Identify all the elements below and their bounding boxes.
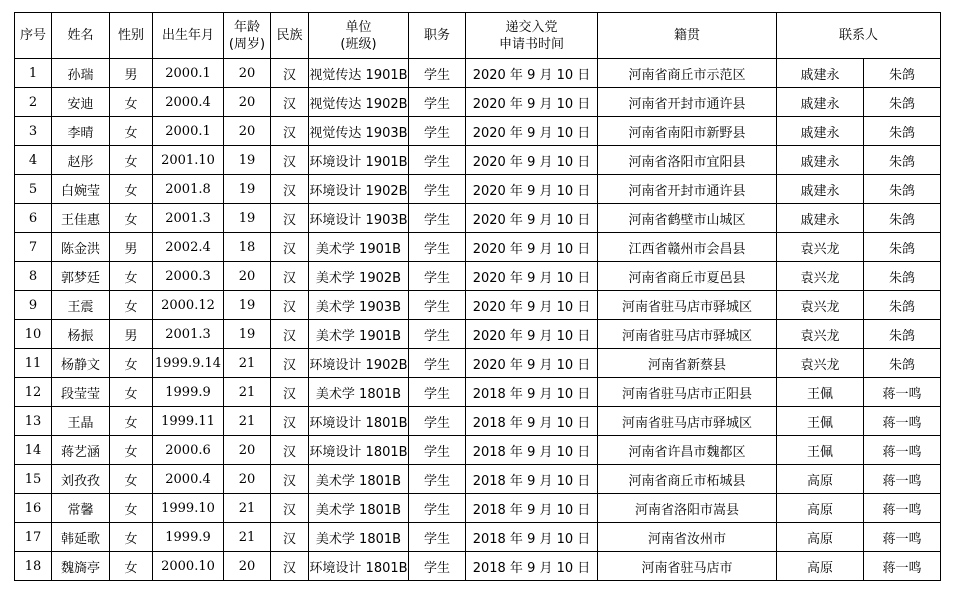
cell-contact-primary: 王佩 xyxy=(777,436,864,465)
cell-ethnicity: 汉 xyxy=(271,291,309,320)
cell-contact-primary: 戚建永 xyxy=(777,146,864,175)
table-row xyxy=(15,204,941,233)
table-row xyxy=(15,291,941,320)
cell-seq: 2 xyxy=(15,88,52,117)
cell-seq: 3 xyxy=(15,117,52,146)
cell-seq: 12 xyxy=(15,378,52,407)
cell-name: 韩延歌 xyxy=(52,523,110,552)
cell-origin: 河南省驻马店市 xyxy=(598,552,777,581)
table-row xyxy=(15,378,941,407)
cell-apply-date: 2020 年 9 月 10 日 xyxy=(466,175,598,204)
cell-origin: 江西省赣州市会昌县 xyxy=(598,233,777,262)
cell-unit: 环境设计 1801B xyxy=(309,552,409,581)
cell-position: 学生 xyxy=(409,552,466,581)
header-apply-date xyxy=(466,13,598,59)
table-row xyxy=(15,349,941,378)
cell-birth: 1999.9.14 xyxy=(153,349,224,378)
cell-position: 学生 xyxy=(409,523,466,552)
cell-seq: 15 xyxy=(15,465,52,494)
cell-ethnicity: 汉 xyxy=(271,117,309,146)
cell-origin: 河南省洛阳市嵩县 xyxy=(598,494,777,523)
table-row xyxy=(15,523,941,552)
cell-birth: 2000.10 xyxy=(153,552,224,581)
header-name: 姓名 xyxy=(52,13,110,59)
header-ethnicity: 民族 xyxy=(271,13,309,59)
cell-seq: 8 xyxy=(15,262,52,291)
cell-apply-date: 2020 年 9 月 10 日 xyxy=(466,204,598,233)
cell-name: 李晴 xyxy=(52,117,110,146)
cell-origin: 河南省驻马店市正阳县 xyxy=(598,378,777,407)
cell-age: 20 xyxy=(224,262,271,291)
header-age-line1: 年龄 xyxy=(233,19,260,35)
cell-contact-secondary: 蒋一鸣 xyxy=(864,494,941,523)
cell-apply-date: 2018 年 9 月 10 日 xyxy=(466,465,598,494)
cell-age: 21 xyxy=(224,494,271,523)
cell-name: 赵彤 xyxy=(52,146,110,175)
table-row xyxy=(15,494,941,523)
cell-birth: 1999.9 xyxy=(153,378,224,407)
cell-name: 杨静文 xyxy=(52,349,110,378)
cell-contact-primary: 戚建永 xyxy=(777,117,864,146)
cell-seq: 1 xyxy=(15,59,52,88)
cell-origin: 河南省鹤壁市山城区 xyxy=(598,204,777,233)
cell-gender: 女 xyxy=(110,436,153,465)
cell-position: 学生 xyxy=(409,320,466,349)
cell-contact-primary: 戚建永 xyxy=(777,204,864,233)
cell-birth: 2001.3 xyxy=(153,204,224,233)
cell-ethnicity: 汉 xyxy=(271,523,309,552)
table-row xyxy=(15,262,941,291)
cell-contact-primary: 王佩 xyxy=(777,407,864,436)
cell-unit: 美术学 1801B xyxy=(309,523,409,552)
cell-contact-primary: 袁兴龙 xyxy=(777,320,864,349)
cell-gender: 女 xyxy=(110,262,153,291)
cell-gender: 男 xyxy=(110,59,153,88)
cell-seq: 17 xyxy=(15,523,52,552)
cell-gender: 女 xyxy=(110,117,153,146)
cell-apply-date: 2018 年 9 月 10 日 xyxy=(466,436,598,465)
cell-contact-secondary: 朱鸽 xyxy=(864,233,941,262)
cell-unit: 美术学 1801B xyxy=(309,494,409,523)
cell-contact-primary: 高原 xyxy=(777,523,864,552)
header-unit-line2: (班级) xyxy=(340,36,377,52)
cell-seq: 11 xyxy=(15,349,52,378)
cell-position: 学生 xyxy=(409,88,466,117)
cell-age: 21 xyxy=(224,349,271,378)
cell-seq: 18 xyxy=(15,552,52,581)
cell-apply-date: 2018 年 9 月 10 日 xyxy=(466,407,598,436)
cell-birth: 2000.4 xyxy=(153,465,224,494)
cell-origin: 河南省驻马店市驿城区 xyxy=(598,407,777,436)
cell-unit: 环境设计 1903B xyxy=(309,204,409,233)
cell-name: 郭梦廷 xyxy=(52,262,110,291)
header-origin: 籍贯 xyxy=(598,13,777,59)
cell-position: 学生 xyxy=(409,349,466,378)
cell-unit: 美术学 1901B xyxy=(309,320,409,349)
cell-origin: 河南省汝州市 xyxy=(598,523,777,552)
cell-seq: 14 xyxy=(15,436,52,465)
cell-origin: 河南省商丘市夏邑县 xyxy=(598,262,777,291)
cell-contact-secondary: 朱鸽 xyxy=(864,204,941,233)
table-row xyxy=(15,407,941,436)
cell-apply-date: 2020 年 9 月 10 日 xyxy=(466,320,598,349)
cell-origin: 河南省新蔡县 xyxy=(598,349,777,378)
cell-position: 学生 xyxy=(409,233,466,262)
cell-birth: 1999.11 xyxy=(153,407,224,436)
cell-gender: 女 xyxy=(110,465,153,494)
cell-gender: 女 xyxy=(110,146,153,175)
cell-origin: 河南省商丘市示范区 xyxy=(598,59,777,88)
cell-birth: 2001.8 xyxy=(153,175,224,204)
cell-contact-primary: 戚建永 xyxy=(777,175,864,204)
header-position: 职务 xyxy=(409,13,466,59)
cell-age: 19 xyxy=(224,320,271,349)
header-apply-line1: 递交入党 xyxy=(505,19,558,35)
cell-gender: 女 xyxy=(110,552,153,581)
cell-unit: 美术学 1903B xyxy=(309,291,409,320)
cell-apply-date: 2020 年 9 月 10 日 xyxy=(466,146,598,175)
cell-age: 19 xyxy=(224,204,271,233)
cell-ethnicity: 汉 xyxy=(271,552,309,581)
cell-position: 学生 xyxy=(409,436,466,465)
table-row xyxy=(15,552,941,581)
cell-contact-primary: 王佩 xyxy=(777,378,864,407)
cell-apply-date: 2018 年 9 月 10 日 xyxy=(466,378,598,407)
cell-position: 学生 xyxy=(409,465,466,494)
cell-unit: 美术学 1901B xyxy=(309,233,409,262)
cell-birth: 2000.4 xyxy=(153,88,224,117)
cell-birth: 2001.3 xyxy=(153,320,224,349)
cell-name: 段莹莹 xyxy=(52,378,110,407)
cell-seq: 4 xyxy=(15,146,52,175)
cell-contact-primary: 袁兴龙 xyxy=(777,291,864,320)
cell-contact-primary: 袁兴龙 xyxy=(777,349,864,378)
cell-apply-date: 2020 年 9 月 10 日 xyxy=(466,262,598,291)
cell-gender: 女 xyxy=(110,291,153,320)
cell-contact-primary: 高原 xyxy=(777,465,864,494)
cell-unit: 美术学 1801B xyxy=(309,465,409,494)
cell-apply-date: 2018 年 9 月 10 日 xyxy=(466,552,598,581)
cell-apply-date: 2020 年 9 月 10 日 xyxy=(466,59,598,88)
cell-ethnicity: 汉 xyxy=(271,349,309,378)
cell-contact-secondary: 朱鸽 xyxy=(864,59,941,88)
cell-contact-secondary: 朱鸽 xyxy=(864,146,941,175)
cell-contact-secondary: 蒋一鸣 xyxy=(864,465,941,494)
cell-seq: 5 xyxy=(15,175,52,204)
cell-gender: 女 xyxy=(110,523,153,552)
header-age xyxy=(224,13,271,59)
cell-contact-secondary: 朱鸽 xyxy=(864,262,941,291)
cell-position: 学生 xyxy=(409,204,466,233)
cell-birth: 2000.1 xyxy=(153,59,224,88)
cell-gender: 女 xyxy=(110,349,153,378)
cell-ethnicity: 汉 xyxy=(271,407,309,436)
header-unit-line1: 单位 xyxy=(345,19,372,35)
cell-birth: 2001.10 xyxy=(153,146,224,175)
header-unit xyxy=(309,13,409,59)
header-apply-line2: 申请书时间 xyxy=(498,36,564,52)
cell-apply-date: 2018 年 9 月 10 日 xyxy=(466,494,598,523)
cell-ethnicity: 汉 xyxy=(271,320,309,349)
cell-origin: 河南省驻马店市驿城区 xyxy=(598,320,777,349)
cell-gender: 男 xyxy=(110,233,153,262)
cell-ethnicity: 汉 xyxy=(271,233,309,262)
cell-age: 19 xyxy=(224,175,271,204)
cell-seq: 13 xyxy=(15,407,52,436)
cell-contact-primary: 高原 xyxy=(777,494,864,523)
table-row xyxy=(15,233,941,262)
cell-birth: 2002.4 xyxy=(153,233,224,262)
cell-name: 王震 xyxy=(52,291,110,320)
cell-origin: 河南省洛阳市宜阳县 xyxy=(598,146,777,175)
cell-age: 20 xyxy=(224,465,271,494)
cell-age: 21 xyxy=(224,523,271,552)
cell-contact-secondary: 朱鸽 xyxy=(864,349,941,378)
header-contact: 联系人 xyxy=(777,13,941,59)
cell-position: 学生 xyxy=(409,117,466,146)
header-age-line2: (周岁) xyxy=(228,36,266,52)
cell-origin: 河南省商丘市柘城县 xyxy=(598,465,777,494)
cell-ethnicity: 汉 xyxy=(271,175,309,204)
cell-apply-date: 2020 年 9 月 10 日 xyxy=(466,349,598,378)
table-row xyxy=(15,465,941,494)
cell-gender: 男 xyxy=(110,320,153,349)
cell-name: 王晶 xyxy=(52,407,110,436)
cell-ethnicity: 汉 xyxy=(271,262,309,291)
cell-name: 刘孜孜 xyxy=(52,465,110,494)
cell-gender: 女 xyxy=(110,204,153,233)
cell-gender: 女 xyxy=(110,407,153,436)
cell-origin: 河南省开封市通许县 xyxy=(598,175,777,204)
header-row xyxy=(15,13,941,59)
cell-apply-date: 2020 年 9 月 10 日 xyxy=(466,291,598,320)
cell-unit: 美术学 1801B xyxy=(309,378,409,407)
cell-birth: 2000.1 xyxy=(153,117,224,146)
header-gender: 性别 xyxy=(110,13,153,59)
table-row xyxy=(15,117,941,146)
header-birth: 出生年月 xyxy=(153,13,224,59)
cell-age: 20 xyxy=(224,436,271,465)
cell-name: 王佳惠 xyxy=(52,204,110,233)
cell-contact-secondary: 朱鸽 xyxy=(864,88,941,117)
table-row xyxy=(15,146,941,175)
applicant-roster-table xyxy=(14,12,941,581)
cell-contact-primary: 袁兴龙 xyxy=(777,262,864,291)
cell-birth: 2000.3 xyxy=(153,262,224,291)
cell-name: 魏旖亭 xyxy=(52,552,110,581)
cell-name: 陈金洪 xyxy=(52,233,110,262)
cell-ethnicity: 汉 xyxy=(271,494,309,523)
cell-birth: 1999.9 xyxy=(153,523,224,552)
cell-age: 18 xyxy=(224,233,271,262)
cell-birth: 2000.6 xyxy=(153,436,224,465)
cell-position: 学生 xyxy=(409,175,466,204)
cell-contact-secondary: 蒋一鸣 xyxy=(864,523,941,552)
cell-apply-date: 2020 年 9 月 10 日 xyxy=(466,88,598,117)
cell-unit: 环境设计 1902B xyxy=(309,349,409,378)
cell-contact-secondary: 朱鸽 xyxy=(864,291,941,320)
cell-contact-secondary: 蒋一鸣 xyxy=(864,378,941,407)
cell-birth: 1999.10 xyxy=(153,494,224,523)
header-seq: 序号 xyxy=(15,13,52,59)
cell-contact-secondary: 朱鸽 xyxy=(864,175,941,204)
cell-seq: 16 xyxy=(15,494,52,523)
table-row xyxy=(15,88,941,117)
cell-age: 20 xyxy=(224,117,271,146)
cell-position: 学生 xyxy=(409,378,466,407)
cell-position: 学生 xyxy=(409,407,466,436)
cell-ethnicity: 汉 xyxy=(271,59,309,88)
cell-origin: 河南省驻马店市驿城区 xyxy=(598,291,777,320)
cell-name: 杨振 xyxy=(52,320,110,349)
cell-unit: 视觉传达 1901B xyxy=(309,59,409,88)
cell-unit: 视觉传达 1902B xyxy=(309,88,409,117)
cell-origin: 河南省开封市通许县 xyxy=(598,88,777,117)
table-row xyxy=(15,320,941,349)
cell-gender: 女 xyxy=(110,88,153,117)
cell-position: 学生 xyxy=(409,59,466,88)
cell-unit: 美术学 1902B xyxy=(309,262,409,291)
cell-gender: 女 xyxy=(110,494,153,523)
cell-gender: 女 xyxy=(110,175,153,204)
cell-contact-secondary: 朱鸽 xyxy=(864,117,941,146)
cell-origin: 河南省许昌市魏都区 xyxy=(598,436,777,465)
cell-contact-primary: 戚建永 xyxy=(777,88,864,117)
cell-unit: 环境设计 1901B xyxy=(309,146,409,175)
cell-contact-primary: 高原 xyxy=(777,552,864,581)
cell-name: 安迪 xyxy=(52,88,110,117)
cell-seq: 7 xyxy=(15,233,52,262)
cell-age: 20 xyxy=(224,59,271,88)
table-row xyxy=(15,436,941,465)
cell-apply-date: 2020 年 9 月 10 日 xyxy=(466,117,598,146)
cell-name: 蒋艺涵 xyxy=(52,436,110,465)
cell-apply-date: 2018 年 9 月 10 日 xyxy=(466,523,598,552)
cell-contact-primary: 袁兴龙 xyxy=(777,233,864,262)
cell-age: 21 xyxy=(224,407,271,436)
cell-origin: 河南省南阳市新野县 xyxy=(598,117,777,146)
cell-birth: 2000.12 xyxy=(153,291,224,320)
cell-contact-secondary: 蒋一鸣 xyxy=(864,552,941,581)
cell-name: 白婉莹 xyxy=(52,175,110,204)
cell-unit: 视觉传达 1903B xyxy=(309,117,409,146)
cell-age: 20 xyxy=(224,88,271,117)
cell-position: 学生 xyxy=(409,146,466,175)
cell-position: 学生 xyxy=(409,262,466,291)
cell-age: 20 xyxy=(224,552,271,581)
cell-contact-secondary: 蒋一鸣 xyxy=(864,407,941,436)
cell-ethnicity: 汉 xyxy=(271,378,309,407)
cell-unit: 环境设计 1801B xyxy=(309,436,409,465)
cell-ethnicity: 汉 xyxy=(271,88,309,117)
cell-ethnicity: 汉 xyxy=(271,436,309,465)
cell-age: 19 xyxy=(224,291,271,320)
cell-unit: 环境设计 1801B xyxy=(309,407,409,436)
cell-age: 21 xyxy=(224,378,271,407)
cell-contact-secondary: 朱鸽 xyxy=(864,320,941,349)
cell-name: 常馨 xyxy=(52,494,110,523)
cell-seq: 6 xyxy=(15,204,52,233)
cell-contact-primary: 戚建永 xyxy=(777,59,864,88)
table-row xyxy=(15,175,941,204)
cell-ethnicity: 汉 xyxy=(271,204,309,233)
cell-position: 学生 xyxy=(409,494,466,523)
cell-contact-secondary: 蒋一鸣 xyxy=(864,436,941,465)
cell-seq: 9 xyxy=(15,291,52,320)
cell-ethnicity: 汉 xyxy=(271,146,309,175)
cell-gender: 女 xyxy=(110,378,153,407)
cell-name: 孙瑞 xyxy=(52,59,110,88)
cell-seq: 10 xyxy=(15,320,52,349)
cell-apply-date: 2020 年 9 月 10 日 xyxy=(466,233,598,262)
cell-unit: 环境设计 1902B xyxy=(309,175,409,204)
cell-position: 学生 xyxy=(409,291,466,320)
cell-age: 19 xyxy=(224,146,271,175)
cell-ethnicity: 汉 xyxy=(271,465,309,494)
table-row xyxy=(15,59,941,88)
